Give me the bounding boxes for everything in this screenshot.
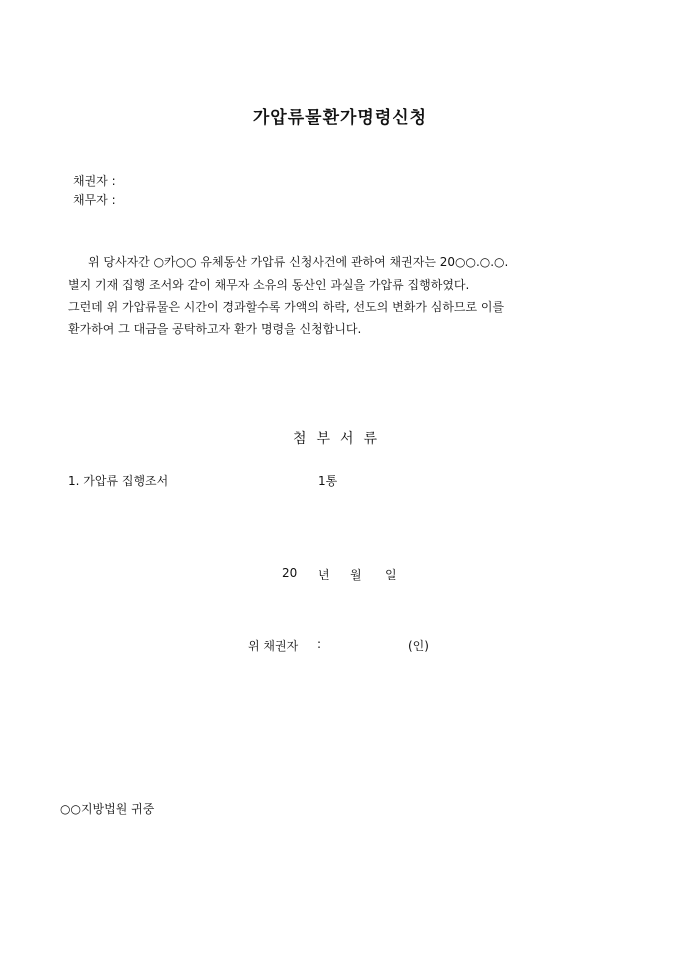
body-line-1: 위 당사자간 ○카○○ 유체동산 가압류 신청사건에 관하여 채권자는 20○○.○.○. xyxy=(88,255,509,269)
date-day-label: 일 xyxy=(385,568,397,582)
seal-mark: (인) xyxy=(408,639,429,653)
signer-colon: : xyxy=(317,637,322,651)
date-month-label: 월 xyxy=(350,568,362,582)
body-line-3: 그런데 위 가압류물은 시간이 경과할수록 가액의 하락, 선도의 변화가 심하므로 이를 xyxy=(68,300,505,314)
body-line-2: 별지 기재 집행 조서와 같이 채무자 소유의 동산인 과실을 가압류 집행하였다. xyxy=(68,278,470,292)
date-year-label: 년 xyxy=(318,568,330,582)
document-title: 가압류물환가명령신청 xyxy=(252,108,428,128)
signer-label: 위 채권자 xyxy=(248,639,299,653)
court-addressee: ○○지방법원 귀중 xyxy=(60,802,155,816)
attachment-item: 1. 가압류 집행조서 xyxy=(68,474,169,488)
debtor-label: 채무자 : xyxy=(73,193,116,207)
attachments-heading: 첨부서류 xyxy=(292,431,388,447)
date-year: 20 xyxy=(282,566,298,580)
attachment-count: 1통 xyxy=(318,474,338,488)
body-line-4: 환가하여 그 대금을 공탁하고자 환가 명령을 신청합니다. xyxy=(68,322,362,336)
creditor-label: 채권자 : xyxy=(73,174,116,188)
